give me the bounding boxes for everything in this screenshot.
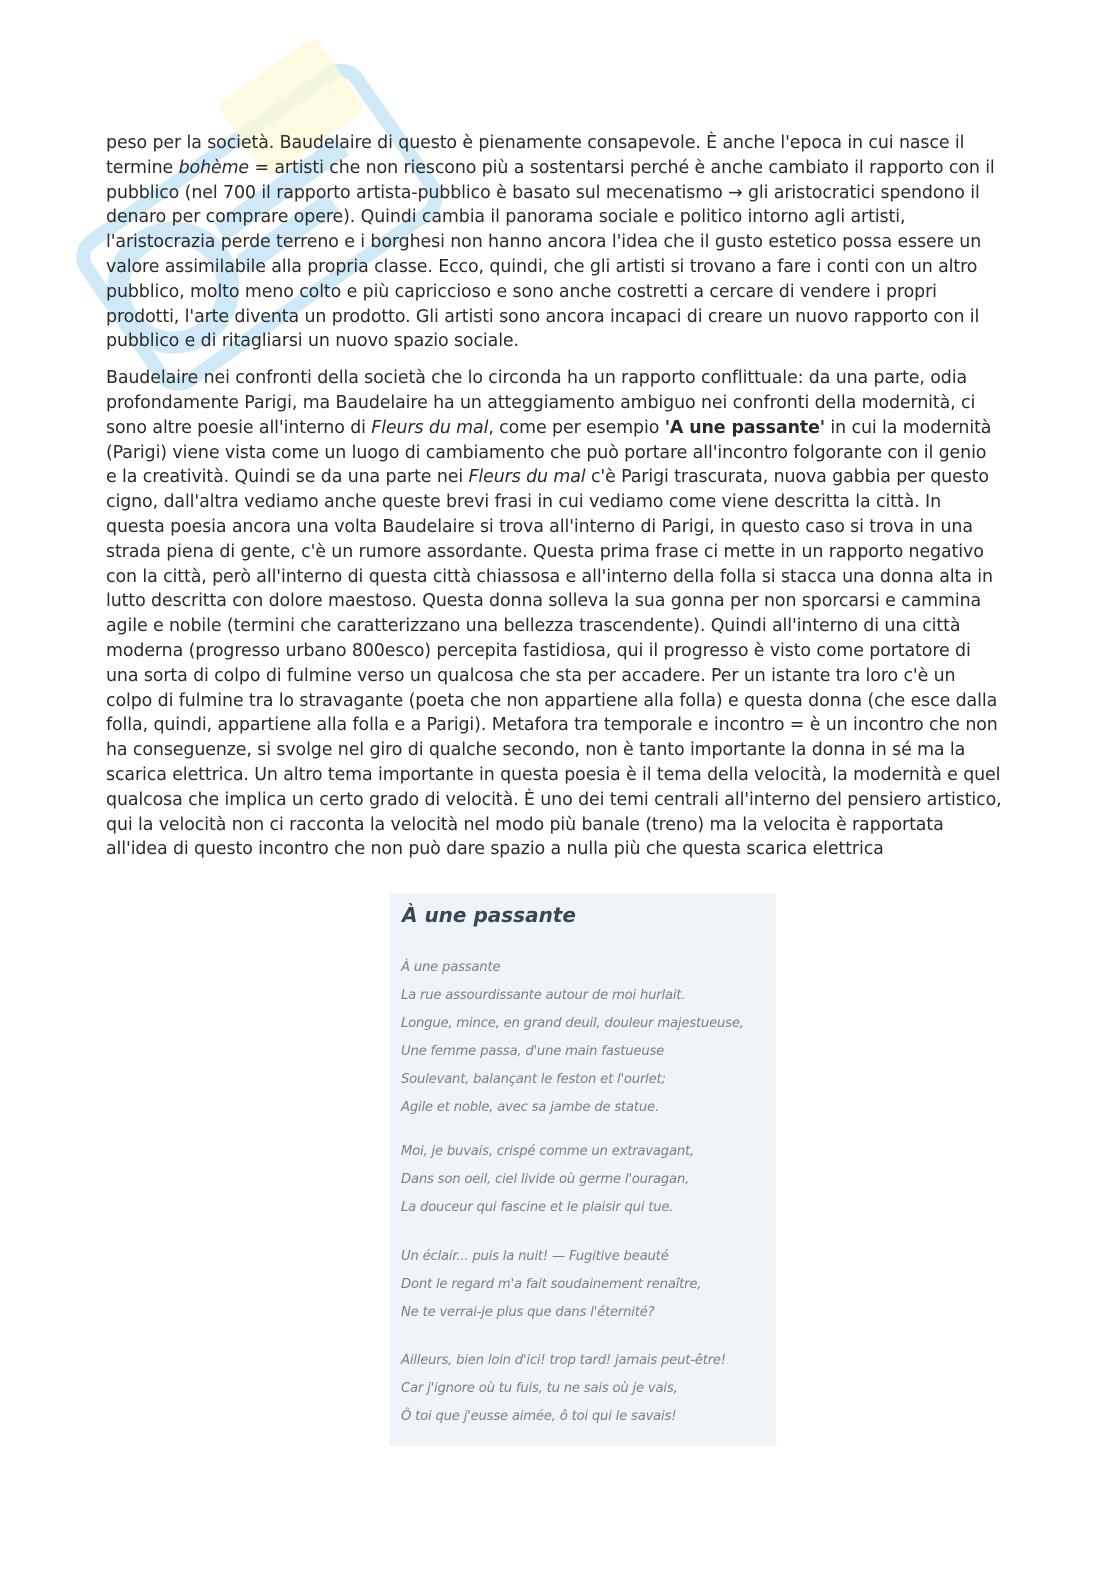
poem-line: Ailleurs, bien loin d'ici! trop tard! jamais peut-être!	[401, 1353, 726, 1368]
text-run: c'è Parigi trascurata, nuova gabbia per questo cigno, dall'altra vediamo anche queste brevi frasi in cui vediamo come viene descritta la città. In questa poesia ancora una volta Baudelaire si trova all'interno di Parigi, in questo caso si trova in una strada piena di gente, c'è un rumore assordante. Questa prima frase ci mette in un rapporto negativo con la città, però all'interno di questa città chiassosa e all'interno della folla si stacca una donna alta in lutto descritta con dolore maestoso. Questa donna solleva la sua gonna per non sporcarsi e cammina agile e nobile (termini che caratterizzano una bellezza trascendente). Quindi all'interno di una città moderna (progresso urbano 800esco) percepita fastidiosa, qui il progresso è visto come portatore di una sorta di colpo di fulmine verso un qualcosa che sta per accadere. Per un istante tra loro c'è un colpo di fulmine tra lo stravagante (poeta che non appartiene alla folla) e questa donna (che esce dalla folla, quindi, appartiene alla folla e a Parigi). Metafora tra temporale e incontro = è un incontro che non ha conseguenze, si svolge nel giro di qualche secondo, non è tanto importante la donna in sé ma la scarica elettrica. Un altro tema importante in questa poesia è il tema della velocità, la modernità e quel qualcosa che implica un certo grado di velocità. È uno dei temi centrali all'interno del pensiero artistico, qui la velocità non ci racconta la velocità nel modo più banale (treno) ma la velocita è rapportata all'idea di questo incontro che non può dare spazio a nulla più che questa scarica elettrica	[106, 467, 1002, 860]
text-run: Baudelaire nei confronti della società che lo circonda ha un rapporto conflittuale: da una parte, odia profondamente Parigi, ma Baudelaire ha un atteggiamento ambiguo nei confronti della modernità, ci sono altre poesie all'interno di	[106, 368, 976, 438]
poem-line: Un éclair... puis la nuit! — Fugitive beauté	[401, 1249, 669, 1264]
poem-line: La rue assourdissante autour de moi hurlait.	[401, 988, 686, 1003]
poem-line: Ne te verrai-je plus que dans l'éternité?	[401, 1305, 655, 1320]
poem-title: À une passante	[402, 903, 576, 927]
italic-text: Fleurs du mal	[371, 417, 489, 438]
poem-line: À une passante	[401, 960, 501, 975]
poem-line: Moi, je buvais, crispé comme un extravagant,	[401, 1144, 694, 1159]
poem-line: Longue, mince, en grand deuil, douleur majestueuse,	[401, 1016, 744, 1031]
italic-text: Fleurs du mal	[468, 467, 586, 488]
document-body	[106, 131, 1002, 874]
paragraph-2	[106, 366, 1002, 862]
poem-line: Soulevant, balançant le feston et l'ourlet;	[401, 1072, 666, 1087]
poem-line: Agile et noble, avec sa jambe de statue.	[401, 1100, 659, 1115]
poem-line: Une femme passa, d'une main fastueuse	[401, 1044, 665, 1059]
poem-stanza-4	[401, 1347, 726, 1431]
poem-line: Ô toi que j'eusse aimée, ô toi qui le savais!	[401, 1409, 677, 1424]
poem-card	[390, 893, 776, 1446]
text-run: , come per esempio	[488, 417, 665, 438]
poem-line: Car j'ignore où tu fuis, tu ne sais où je vais,	[401, 1381, 678, 1396]
poem-stanza-2	[401, 1138, 694, 1222]
poem-stanza-1	[401, 954, 744, 1122]
poem-line: Dans son oeil, ciel livide où germe l'ouragan,	[401, 1172, 690, 1187]
poem-line: La douceur qui fascine et le plaisir qui tue.	[401, 1200, 674, 1215]
poem-stanza-3	[401, 1243, 701, 1327]
text-run: = artisti che non riescono più a sostentarsi perché è anche cambiato il rapporto con il pubblico (nel 700 il rapporto artista-pubblico è basato sul mecenatismo → gli aristocratici spendono il denaro per comprare opere). Quindi cambia il panorama sociale e politico intorno agli artisti, l'aristocrazia perde terreno e i borghesi non hanno ancora l'idea che il gusto estetico possa essere un valore assimilabile alla propria classe. Ecco, quindi, che gli artisti si trovano a fare i conti con un altro pubblico, molto meno colto e più capriccioso e sono anche costretti a cercare di vendere i propri prodotti, l'arte diventa un prodotto. Gli artisti sono ancora incapaci di creare un nuovo rapporto con il pubblico e di ritagliarsi un nuovo spazio sociale.	[106, 157, 995, 352]
bold-text: 'A une passante'	[664, 417, 825, 438]
italic-text: bohème	[178, 157, 250, 178]
poem-line: Dont le regard m'a fait soudainement renaître,	[401, 1277, 702, 1292]
paragraph-1	[106, 131, 1002, 354]
text-run: peso per la società. Baudelaire di questo è pienamente consapevole. È anche l'epoca in cui nasce il termine	[106, 133, 965, 178]
text-run: in cui la modernità (Parigi) viene vista come un luogo di cambiamento che può portare all'incontro folgorante con il genio e la creatività. Quindi se da una parte nei	[106, 417, 992, 488]
